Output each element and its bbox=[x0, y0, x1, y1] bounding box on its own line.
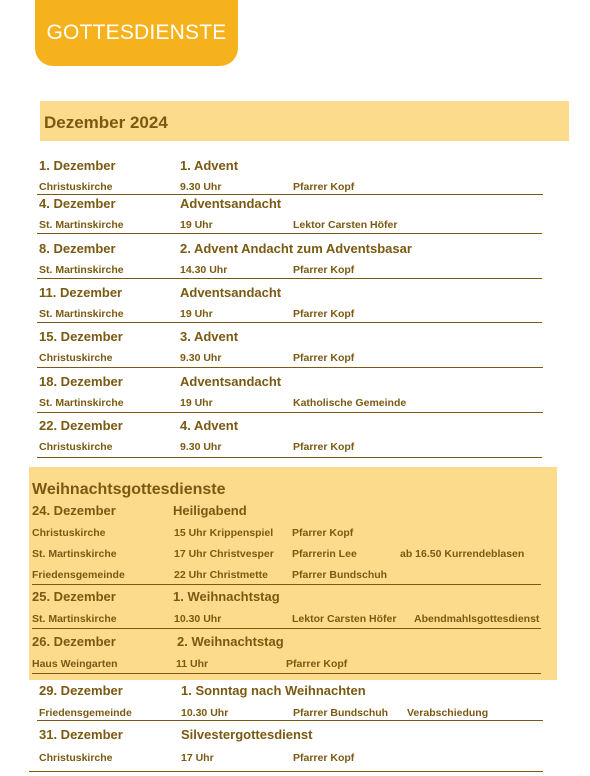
service-entry bbox=[0, 727, 590, 772]
divider bbox=[32, 628, 541, 629]
divider bbox=[37, 367, 543, 368]
service-title: 1. Advent bbox=[180, 158, 239, 173]
service-time: 19 Uhr bbox=[180, 219, 213, 231]
service-title: Adventsandacht bbox=[180, 285, 282, 300]
service-date: 18. Dezember bbox=[39, 374, 123, 389]
service-date: 4. Dezember bbox=[39, 196, 116, 211]
service-person: Pfarrer Kopf bbox=[293, 181, 355, 193]
service-person: Lektor Carsten Höfer bbox=[292, 613, 397, 625]
divider bbox=[37, 233, 542, 234]
divider bbox=[37, 322, 542, 323]
service-place: St. Martinskirche bbox=[32, 613, 117, 625]
service-entry bbox=[0, 157, 590, 197]
divider bbox=[32, 673, 541, 674]
service-place: Friedensgemeinde bbox=[32, 569, 125, 581]
service-time: 9.30 Uhr bbox=[180, 181, 222, 193]
service-time: 19 Uhr bbox=[180, 308, 213, 320]
service-place: Christuskirche bbox=[39, 181, 113, 193]
service-place: St. Martinskirche bbox=[39, 264, 124, 276]
divider bbox=[37, 278, 542, 279]
divider bbox=[29, 771, 543, 772]
service-note: ab 16.50 Kurrendeblasen bbox=[400, 548, 525, 560]
section-tab: GOTTESDIENSTE bbox=[35, 0, 238, 66]
service-note: Abendmahlsgottesdienst bbox=[414, 613, 540, 625]
christmas-heading: Weihnachtsgottesdienste bbox=[32, 481, 226, 498]
service-time: 10.30 Uhr bbox=[181, 707, 229, 719]
service-date: 11. Dezember bbox=[39, 285, 123, 300]
service-note: Verabschiedung bbox=[407, 707, 489, 719]
service-person: Pfarrer Kopf bbox=[292, 527, 354, 539]
service-date: 8. Dezember bbox=[39, 241, 116, 256]
service-place: St. Martinskirche bbox=[32, 548, 117, 560]
service-date: 1. Dezember bbox=[39, 158, 116, 173]
service-title: 2. Weihnachtstag bbox=[177, 634, 284, 649]
service-person: Pfarrer Kopf bbox=[293, 441, 355, 453]
service-person: Pfarrer Kopf bbox=[293, 352, 355, 364]
service-title: 3. Advent bbox=[180, 329, 239, 344]
service-person: Pfarrer Kopf bbox=[293, 308, 355, 320]
service-title: Heiligabend bbox=[173, 503, 247, 518]
service-date: 22. Dezember bbox=[39, 418, 123, 433]
service-date: 31. Dezember bbox=[39, 727, 123, 742]
service-time: 17 Uhr Christvesper bbox=[174, 548, 274, 560]
service-title: Adventsandacht bbox=[180, 196, 282, 211]
service-person: Pfarrer Kopf bbox=[293, 264, 355, 276]
month-heading-bar bbox=[40, 101, 569, 141]
service-title: 4. Advent bbox=[180, 418, 239, 433]
service-person: Pfarrer Bundschuh bbox=[292, 569, 388, 581]
divider bbox=[37, 720, 543, 721]
service-person: Pfarrer Kopf bbox=[286, 658, 348, 670]
service-entry bbox=[0, 373, 590, 413]
service-title: Silvestergottesdienst bbox=[181, 727, 313, 742]
service-entry bbox=[0, 682, 590, 722]
service-title: 1. Sonntag nach Weihnachten bbox=[181, 683, 366, 698]
service-time: 15 Uhr Krippenspiel bbox=[174, 527, 274, 539]
divider bbox=[32, 584, 541, 585]
service-date: 24. Dezember bbox=[32, 503, 116, 518]
service-date: 25. Dezember bbox=[32, 589, 116, 604]
service-entry bbox=[0, 328, 590, 368]
service-title: 1. Weihnachtstag bbox=[173, 589, 280, 604]
service-time: 11 Uhr bbox=[176, 658, 209, 670]
service-date: 15. Dezember bbox=[39, 329, 123, 344]
service-entry bbox=[0, 195, 590, 235]
service-place: St. Martinskirche bbox=[39, 308, 124, 320]
service-place: Christuskirche bbox=[39, 441, 113, 453]
service-place: St. Martinskirche bbox=[39, 397, 124, 409]
service-entry bbox=[0, 284, 590, 324]
service-entry bbox=[0, 240, 590, 280]
service-entry bbox=[0, 417, 590, 457]
month-heading: Dezember 2024 bbox=[44, 113, 168, 132]
service-place: Christuskirche bbox=[32, 527, 106, 539]
service-time: 19 Uhr bbox=[180, 397, 213, 409]
service-title: Adventsandacht bbox=[180, 374, 282, 389]
service-time: 17 Uhr bbox=[181, 752, 214, 764]
service-time: 10.30 Uhr bbox=[174, 613, 222, 625]
christmas-services-block bbox=[29, 467, 557, 680]
service-title: 2. Advent Andacht zum Adventsbasar bbox=[180, 241, 412, 256]
service-date: 29. Dezember bbox=[39, 683, 123, 698]
service-date: 26. Dezember bbox=[32, 634, 116, 649]
service-time: 9.30 Uhr bbox=[180, 441, 222, 453]
service-person: Lektor Carsten Höfer bbox=[293, 219, 398, 231]
service-place: Friedensgemeinde bbox=[39, 707, 132, 719]
service-person: Pfarrerin Lee bbox=[292, 548, 357, 560]
service-place: Christuskirche bbox=[39, 752, 113, 764]
service-person: Katholische Gemeinde bbox=[293, 397, 407, 409]
service-time: 22 Uhr Christmette bbox=[174, 569, 268, 581]
service-place: Christuskirche bbox=[39, 352, 113, 364]
service-time: 9.30 Uhr bbox=[180, 352, 222, 364]
service-person: Pfarrer Kopf bbox=[293, 752, 355, 764]
service-time: 14.30 Uhr bbox=[180, 264, 228, 276]
service-place: St. Martinskirche bbox=[39, 219, 124, 231]
divider bbox=[37, 457, 542, 458]
service-person: Pfarrer Bundschuh bbox=[293, 707, 389, 719]
service-place: Haus Weingarten bbox=[32, 658, 118, 670]
divider bbox=[37, 412, 543, 413]
